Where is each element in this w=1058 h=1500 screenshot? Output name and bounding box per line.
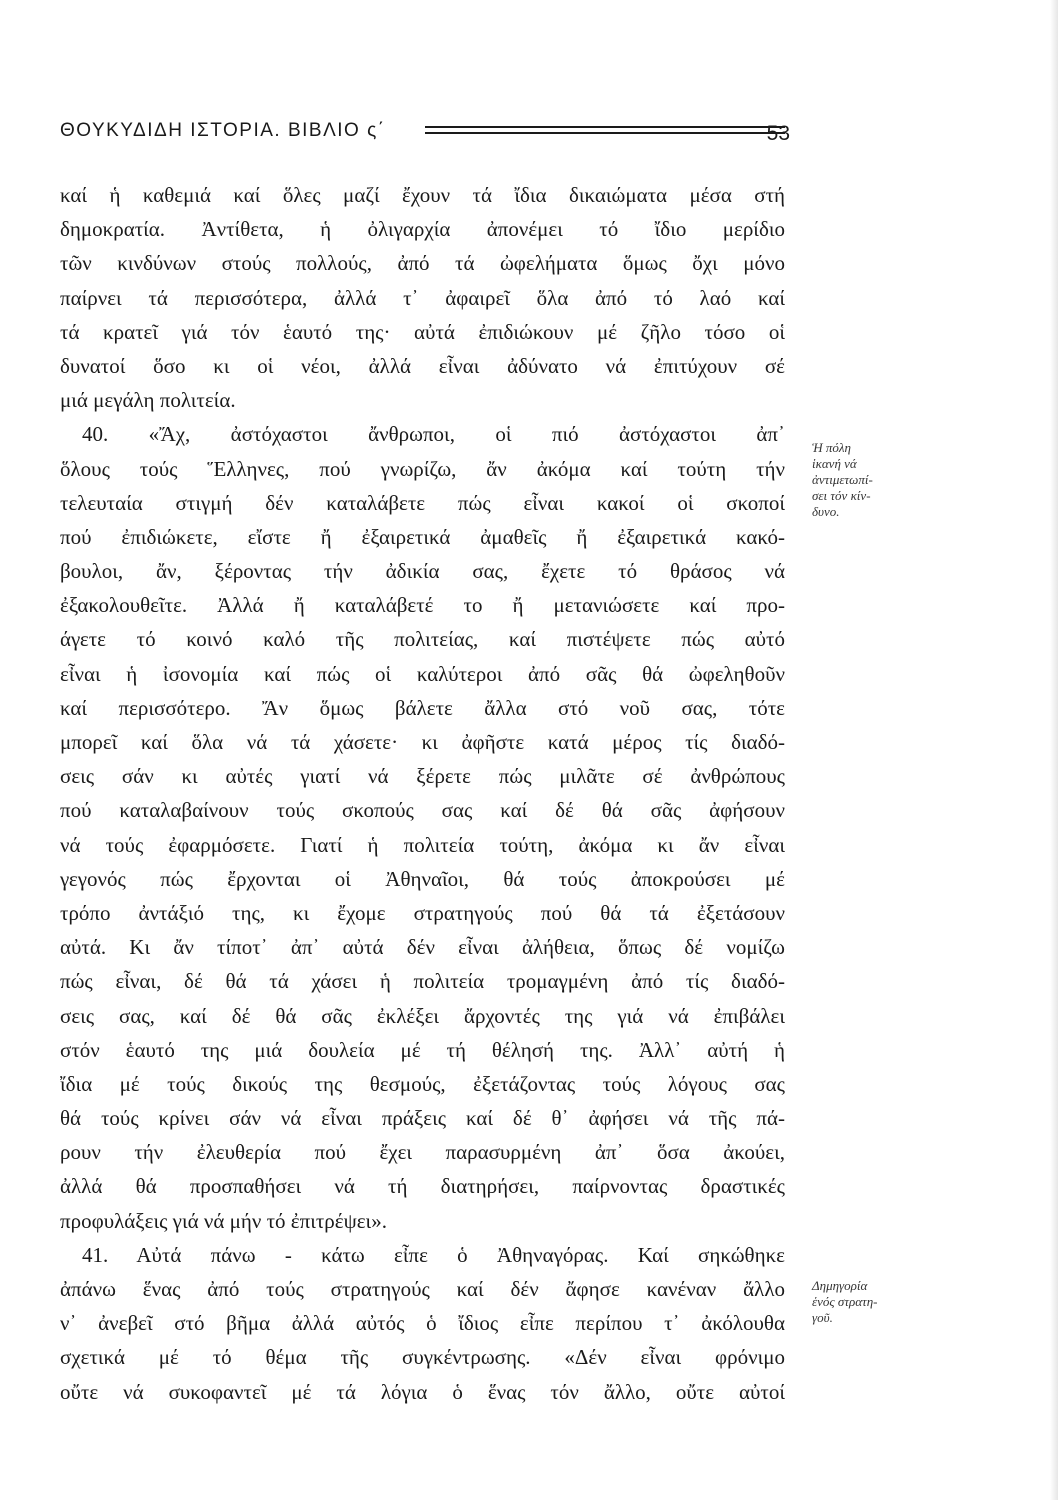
text-line: καί ἡ καθεμιά καί ὅλες μαζί ἔχουν τά ἴδια δικαιώματα μέσα στή bbox=[60, 183, 785, 207]
text-line: καί περισσότερο. Ἄν ὅμως βάλετε ἄλλα στό νοῦ σας, τότε bbox=[60, 695, 785, 720]
margin-note-general bbox=[812, 1278, 912, 1326]
text-line: άγετε τό κοινό καλό τῆς πολιτείας, καί πιστέψετε πώς αὐτό bbox=[60, 627, 785, 652]
margin-note-line: Δημηγορία bbox=[812, 1278, 868, 1293]
page-edge-shadow bbox=[1050, 0, 1058, 1500]
text-line: οὔτε νά συκοφαντεῖ μέ τά λόγια ὁ ἕνας τόν ἄλλο, οὔτε αὐτοί bbox=[60, 1379, 785, 1404]
text-line: παίρνει τά περισσότερα, ἀλλά τ᾽ ἀφαιρεῖ ὅλα ἀπό τό λαό καί bbox=[60, 285, 785, 310]
page-number: 53 bbox=[766, 122, 790, 145]
text-line: μπορεῖ καί ὅλα νά τά χάσετε· κι ἀφῆστε κατά μέρος τίς διαδό- bbox=[60, 730, 785, 754]
margin-note-line: ἀντιμετωπί- bbox=[812, 472, 873, 487]
text-line: στόν ἑαυτό της μιά δουλεία μέ τή θέλησή της. Ἀλλ᾽ αὐτή ἡ bbox=[60, 1037, 785, 1062]
text-line: ρουν τήν ἐλευθερία πού ἔχει παρασυρμένη ἀπ᾽ ὅσα ἀκούει, bbox=[60, 1140, 785, 1165]
text-line: ἀλλά θά προσπαθήσει νά τή διατηρήσει, παίρνοντας δραστικές bbox=[60, 1174, 785, 1199]
text-line: ἐξακολουθεῖτε. Ἀλλά ἤ καταλάβετέ το ἤ μετανιώσετε καί προ- bbox=[60, 593, 785, 618]
text-line: ἴδια μέ τούς δικούς της θεσμούς, ἐξετάζοντας τούς λόγους σας bbox=[60, 1071, 785, 1096]
header-title: ΘΟΥΚΥΔΙΔΗ ΙΣΤΟΡΙΑ. ΒΙΒΛΙΟ ς΄ bbox=[60, 120, 386, 141]
text-line: μιά μεγάλη πολιτεία. bbox=[60, 388, 236, 413]
running-header bbox=[60, 116, 790, 152]
margin-note-line: γοῦ. bbox=[812, 1310, 833, 1325]
text-line: νά τούς ἐφαρμόσετε. Γιατί ἡ πολιτεία τούτη, ἀκόμα κι ἄν εἶναι bbox=[60, 832, 785, 857]
margin-note-city bbox=[812, 440, 912, 520]
margin-note-line: σει τόν κίν- bbox=[812, 488, 871, 503]
text-line: δυνατοί ὅσο κι οἱ νέοι, ἀλλά εἶναι ἀδύνατο νά ἐπιτύχουν σέ bbox=[60, 353, 785, 378]
text-line: τῶν κινδύνων στούς πολλούς, ἀπό τά ὠφελήματα ὅμως ὄχι μόνο bbox=[60, 251, 785, 276]
text-line: γεγονός πώς ἔρχονται οἱ Ἀθηναῖοι, θά τούς ἀποκρούσει μέ bbox=[60, 866, 785, 891]
text-line: δημοκρατία. Ἀντίθετα, ἡ ὀλιγαρχία ἀπονέμει τό ἴδιο μερίδιο bbox=[60, 217, 785, 242]
text-line: πού καταλαβαίνουν τούς σκοπούς σας καί δέ θά σᾶς ἀφήσουν bbox=[60, 798, 785, 823]
section-40-start: 40. «Ἄχ, ἀστόχαστοι ἄνθρωποι, οἱ πιό ἀστόχαστοι ἀπ᾽ bbox=[82, 422, 785, 447]
margin-note-line: ἱκανή νά bbox=[812, 456, 857, 471]
text-line: τρόπο ἀντάξιό της, κι ἔχομε στρατηγούς πού θά τά ἐξετάσουν bbox=[60, 900, 785, 925]
text-line: θά τούς κρίνει σάν νά εἶναι πράξεις καί δέ θ᾽ ἀφήσει νά τῆς πά- bbox=[60, 1106, 785, 1131]
text-line: ν᾽ ἀνεβεῖ στό βῆμα ἀλλά αὐτός ὁ ἴδιος εἶπε περίπου τ᾽ ἀκόλουθα bbox=[60, 1311, 785, 1336]
text-line: προφυλάξεις γιά νά μήν τό ἐπιτρέψει». bbox=[60, 1208, 387, 1233]
text-line: πού ἐπιδιώκετε, εἴστε ἤ ἐξαιρετικά ἀμαθεῖς ἤ ἐξαιρετικά κακό- bbox=[60, 524, 785, 549]
text-line: βουλοι, ἄν, ξέροντας τήν ἀδικία σας, ἔχετε τό θράσος νά bbox=[60, 559, 785, 584]
section-41-start: 41. Αὐτά πάνω - κάτω εἶπε ὁ Ἀθηναγόρας. Καί σηκώθηκε bbox=[82, 1242, 785, 1267]
text-line: σεις σάν κι αὐτές γιατί νά ξέρετε πώς μιλᾶτε σέ ἀνθρώπους bbox=[60, 764, 785, 789]
header-double-rule bbox=[425, 126, 785, 134]
text-line: τά κρατεῖ γιά τόν ἑαυτό της· αὐτά ἐπιδιώκουν μέ ζῆλο τόσο οἱ bbox=[60, 319, 785, 344]
main-text bbox=[60, 178, 785, 1409]
text-line: ἀπάνω ἕνας ἀπό τούς στρατηγούς καί δέν ἄφησε κανέναν ἄλλο bbox=[60, 1277, 785, 1301]
text-line: ὅλους τούς Ἕλληνες, πού γνωρίζω, ἄν ἀκόμα καί τούτη τήν bbox=[60, 456, 785, 481]
text-line: εἶναι ἡ ἰσονομία καί πώς οἱ καλύτεροι ἀπό σᾶς θά ὠφεληθοῦν bbox=[60, 661, 785, 686]
margin-note-line: Ἡ πόλη bbox=[812, 440, 851, 455]
text-line: τελευταία στιγμή δέν καταλάβετε πώς εἶναι κακοί οἱ σκοποί bbox=[60, 490, 785, 515]
margin-note-line: δυνο. bbox=[812, 504, 840, 519]
margin-note-line: ἑνός στρατη- bbox=[812, 1294, 878, 1309]
text-line: σχετικά μέ τό θέμα τῆς συγκέντρωσης. «Δέν εἶναι φρόνιμο bbox=[60, 1345, 785, 1370]
text-line: πώς εἶναι, δέ θά τά χάσει ἡ πολιτεία τρομαγμένη ἀπό τίς διαδό- bbox=[60, 969, 785, 994]
text-line: αὐτά. Κι ἄν τίποτ᾽ ἀπ᾽ αὐτά δέν εἶναι ἀλήθεια, ὅπως δέ νομίζω bbox=[60, 935, 785, 960]
text-line: σεις σας, καί δέ θά σᾶς ἐκλέξει ἄρχοντές της γιά νά ἐπιβάλει bbox=[60, 1003, 785, 1028]
